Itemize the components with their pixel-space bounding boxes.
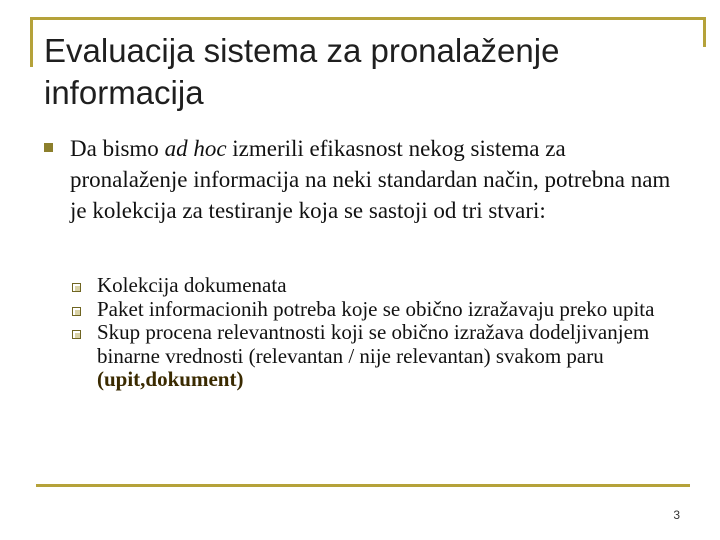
main-bullet <box>44 133 684 226</box>
bullet-text-post: izmerili efikasnost nekog sistema za pronalaženje informacija na neki standardan način, potrebna nam je kolekcija za testiranje koja se sastoji od tri stvari: <box>70 136 671 223</box>
sub-item-text: Paket informacionih potreba koje se obično izražavaju preko upita <box>97 296 655 321</box>
title-line-1: Evaluacija sistema za pronalaženje <box>44 32 560 69</box>
sub-item-3 <box>72 321 672 392</box>
title-line-2: informacija <box>44 74 204 111</box>
frame-left-line <box>30 17 33 67</box>
sub-item-1 <box>72 274 672 298</box>
hollow-square-bullet-icon <box>72 307 81 316</box>
sub-item-text: Kolekcija dokumenata <box>97 273 287 297</box>
bullet-text-pre: Da bismo <box>70 136 165 161</box>
hollow-square-bullet-icon <box>72 330 81 339</box>
bullet-text-italic: ad hoc <box>164 136 227 161</box>
square-bullet-icon <box>44 143 53 152</box>
hollow-square-bullet-icon <box>72 283 81 292</box>
sub-item-2 <box>72 298 672 322</box>
footer-line <box>36 484 690 487</box>
slide-title <box>44 30 694 114</box>
sub-item-bold-term: (upit,dokument) <box>97 367 244 391</box>
sub-item-text: Skup procena relevantnosti koji se obično izražava dodeljivanjem binarne vrednosti (relevantan / nije relevantan) svakom paru <box>97 320 650 368</box>
frame-right-line <box>703 17 706 47</box>
sub-bullet-list <box>72 274 672 392</box>
page-number: 3 <box>673 508 680 522</box>
frame-top-line <box>30 17 706 20</box>
main-bullet-text <box>70 133 684 226</box>
